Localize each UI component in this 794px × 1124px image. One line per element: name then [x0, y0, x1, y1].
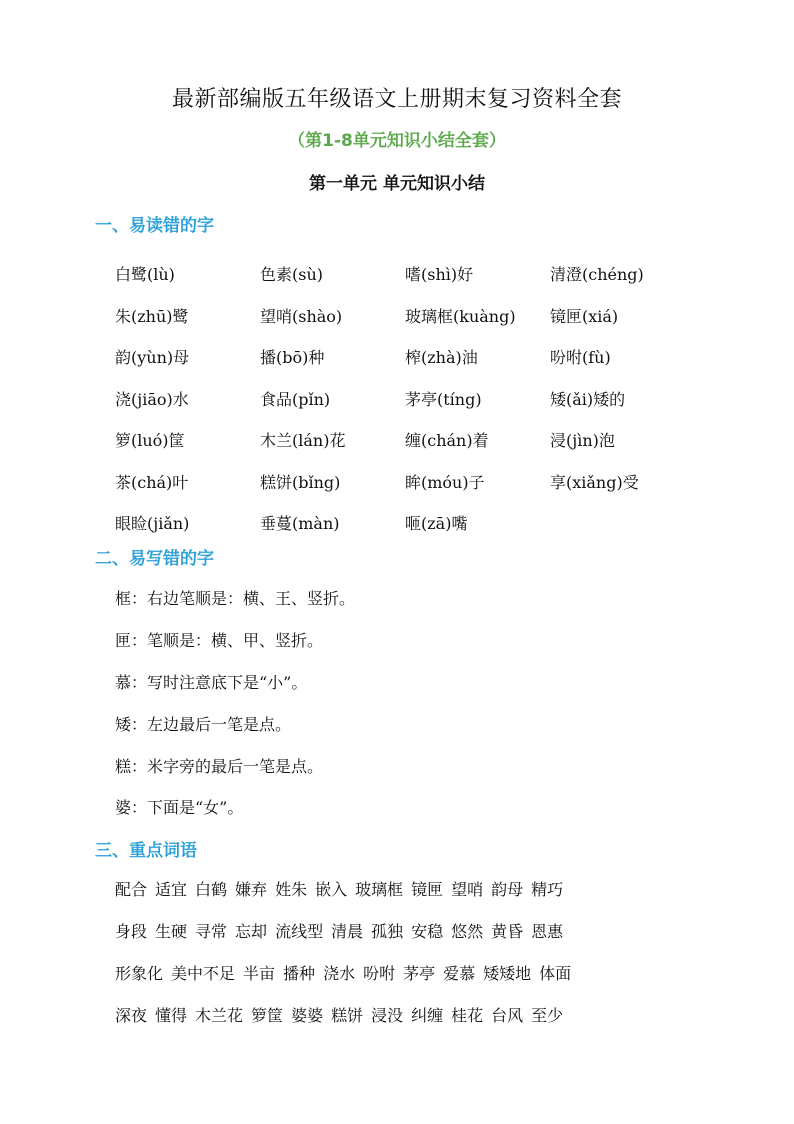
key-word: 播种	[283, 963, 316, 983]
pinyin-entry: 矮(ǎi)矮的	[550, 389, 626, 409]
key-word: 懂得	[155, 1005, 188, 1025]
list-item: 糕：米字旁的最后一笔是点。	[115, 756, 324, 776]
pinyin-entry: 眼睑(jiǎn)	[115, 514, 190, 534]
key-word: 寻常	[195, 921, 228, 941]
key-word: 纠缠	[411, 1005, 444, 1025]
list-item: 矮：左边最后一笔是点。	[115, 714, 292, 734]
pinyin-entry: 清澄(chéng)	[550, 265, 644, 285]
key-word: 安稳	[411, 921, 444, 941]
key-word: 精巧	[531, 879, 564, 899]
key-word: 白鹤	[195, 879, 228, 899]
misread-characters-grid	[115, 253, 695, 544]
table-row	[115, 336, 695, 378]
pinyin-entry: 色素(sù)	[260, 265, 324, 285]
key-word: 爱慕	[443, 963, 476, 983]
key-word: 流线型	[275, 921, 324, 941]
pinyin-entry: 箩(luó)筐	[115, 431, 185, 451]
pinyin-entry: 茶(chá)叶	[115, 472, 189, 492]
pinyin-entry: 浸(jìn)泡	[550, 431, 615, 451]
key-word: 望哨	[451, 879, 484, 899]
key-word: 生硬	[155, 921, 188, 941]
pinyin-entry: 望哨(shào)	[260, 306, 343, 326]
key-word: 镜匣	[411, 879, 444, 899]
key-word: 桂花	[451, 1005, 484, 1025]
key-word: 半亩	[243, 963, 276, 983]
key-words-list	[115, 867, 579, 1035]
pinyin-entry: 咂(zā)嘴	[405, 514, 468, 534]
table-row	[115, 295, 695, 337]
key-word: 至少	[531, 1005, 564, 1025]
list-item: 框：右边笔顺是：横、王、竖折。	[115, 589, 356, 609]
word-row	[115, 867, 579, 909]
document-subtitle: （第1-8单元知识小结全套）	[288, 131, 506, 151]
pinyin-entry: 享(xiǎng)受	[550, 472, 639, 492]
key-word: 婆婆	[291, 1005, 324, 1025]
key-word: 木兰花	[195, 1005, 244, 1025]
pinyin-entry: 木兰(lán)花	[260, 431, 346, 451]
pinyin-entry: 玻璃框(kuàng)	[405, 306, 516, 326]
key-word: 矮矮地	[483, 963, 532, 983]
key-word: 茅亭	[403, 963, 436, 983]
pinyin-entry: 镜匣(xiá)	[550, 306, 619, 326]
list-item: 婆：下面是“女”。	[115, 798, 244, 818]
list-item: 匣：笔顺是：横、甲、竖折。	[115, 631, 324, 651]
section-heading-key-words: 三、重点词语	[95, 841, 197, 861]
key-word: 台风	[491, 1005, 524, 1025]
key-word: 美中不足	[171, 963, 236, 983]
key-word: 玻璃框	[355, 879, 404, 899]
pinyin-entry: 嗜(shì)好	[405, 265, 474, 285]
key-word: 深夜	[115, 1005, 148, 1025]
key-word: 浇水	[323, 963, 356, 983]
key-word: 孤独	[371, 921, 404, 941]
list-item: 慕：写时注意底下是“小”。	[115, 672, 308, 692]
section-heading-miswrite: 二、易写错的字	[95, 549, 214, 569]
table-row	[115, 461, 695, 503]
miswrite-notes-list	[115, 577, 355, 828]
key-word: 嫌弃	[235, 879, 268, 899]
key-word: 箩筐	[251, 1005, 284, 1025]
pinyin-entry: 眸(móu)子	[405, 472, 485, 492]
key-word: 悠然	[451, 921, 484, 941]
key-word: 形象化	[115, 963, 164, 983]
key-word: 体面	[539, 963, 572, 983]
key-word: 嵌入	[315, 879, 348, 899]
key-word: 身段	[115, 921, 148, 941]
pinyin-entry: 白鹭(lù)	[115, 265, 175, 285]
key-word: 黄昏	[491, 921, 524, 941]
table-row	[115, 253, 695, 295]
pinyin-entry: 韵(yùn)母	[115, 348, 190, 368]
pinyin-entry: 食品(pǐn)	[260, 389, 331, 409]
pinyin-entry: 糕饼(bǐng)	[260, 472, 341, 492]
key-word: 适宜	[155, 879, 188, 899]
unit-title: 第一单元 单元知识小结	[309, 174, 485, 194]
pinyin-entry: 茅亭(tíng)	[405, 389, 482, 409]
key-word: 配合	[115, 879, 148, 899]
key-word: 姓朱	[275, 879, 308, 899]
pinyin-entry: 吩咐(fù)	[550, 348, 611, 368]
pinyin-entry: 缠(chán)着	[405, 431, 489, 451]
key-word: 吩咐	[363, 963, 396, 983]
word-row	[115, 909, 579, 951]
document-title: 最新部编版五年级语文上册期末复习资料全套	[171, 87, 622, 112]
key-word: 浸没	[371, 1005, 404, 1025]
key-word: 忘却	[235, 921, 268, 941]
table-row	[115, 378, 695, 420]
word-row	[115, 993, 579, 1035]
pinyin-entry: 垂蔓(màn)	[260, 514, 340, 534]
word-row	[115, 951, 579, 993]
section-heading-misread: 一、易读错的字	[95, 216, 214, 236]
pinyin-entry: 浇(jiāo)水	[115, 389, 189, 409]
key-word: 恩惠	[531, 921, 564, 941]
pinyin-entry: 播(bō)种	[260, 348, 325, 368]
pinyin-entry: 榨(zhà)油	[405, 348, 478, 368]
key-word: 韵母	[491, 879, 524, 899]
key-word: 糕饼	[331, 1005, 364, 1025]
table-row	[115, 502, 695, 544]
table-row	[115, 419, 695, 461]
pinyin-entry: 朱(zhū)鹭	[115, 306, 189, 326]
key-word: 清晨	[331, 921, 364, 941]
